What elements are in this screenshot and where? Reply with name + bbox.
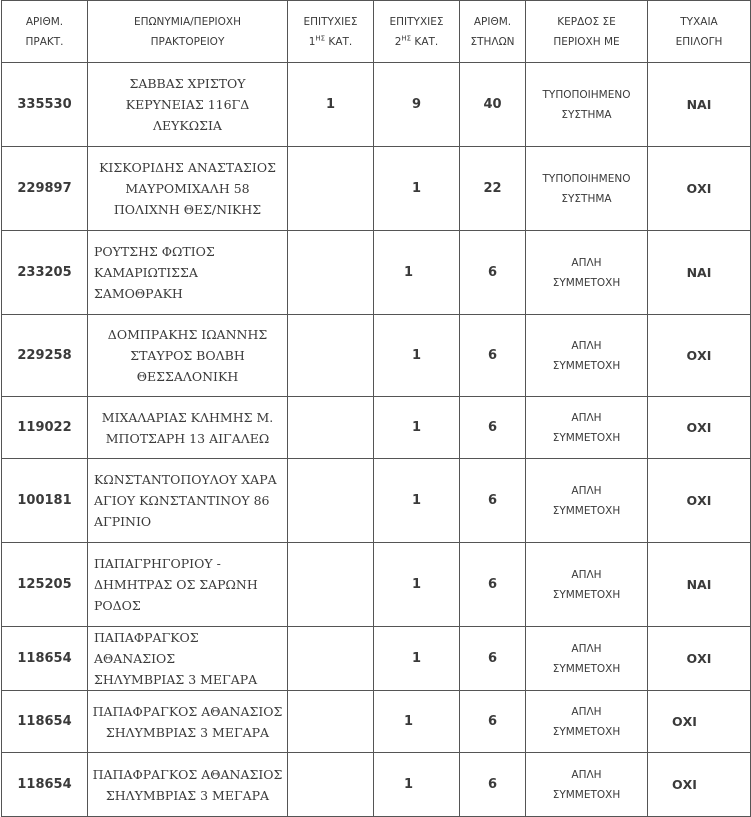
agency-number-cell: 118654 bbox=[2, 691, 88, 753]
agency-name-line: ΣΤΑΥΡΟΣ ΒΟΛΒΗ bbox=[130, 348, 245, 363]
gain-type-cell bbox=[526, 627, 648, 691]
gain-type-cell bbox=[526, 63, 648, 147]
wins-1st-cell bbox=[288, 231, 374, 315]
agency-name-line: ΠΑΠΑΦΡΑΓΚΟΣ ΑΘΑΝΑΣΙΟΣ bbox=[92, 766, 283, 782]
gain-type-line: ΑΠΛΗ bbox=[571, 642, 602, 655]
wins-2nd-cell: 1 bbox=[374, 315, 460, 397]
gain-type-line: ΣΥΜΜΕΤΟΧΗ bbox=[552, 504, 621, 517]
agency-number-cell: 118654 bbox=[2, 753, 88, 817]
columns-cell: 6 bbox=[460, 691, 526, 753]
header-row bbox=[2, 1, 751, 63]
gain-type-line: ΑΠΛΗ bbox=[571, 568, 602, 581]
agency-name-line: ΡΟΥΤΣΗΣ ΦΩΤΙΟΣ bbox=[94, 244, 215, 259]
gain-type-line: ΑΠΛΗ bbox=[571, 768, 602, 781]
wins-2nd-cell: 1 bbox=[374, 147, 460, 231]
wins-2nd-cell: 1 bbox=[374, 691, 460, 753]
wins-1st-cell bbox=[288, 691, 374, 753]
agency-name-cell bbox=[88, 397, 288, 459]
agency-number-cell: 229897 bbox=[2, 147, 88, 231]
random-pick-cell: ΟΧΙ bbox=[648, 315, 751, 397]
header-agency-name: ΕΠΩΝΥΜΙΑ/ΠΕΡΙΟΧΗ ΠΡΑΚΤΟΡΕΙΟΥ bbox=[88, 1, 288, 63]
agency-number-cell: 229258 bbox=[2, 315, 88, 397]
random-pick-cell: ΝΑΙ bbox=[648, 231, 751, 315]
table-row bbox=[2, 231, 751, 315]
agency-number-cell: 335530 bbox=[2, 63, 88, 147]
wins-1st-cell bbox=[288, 627, 374, 691]
table-row bbox=[2, 543, 751, 627]
gain-type-line: ΤΥΠΟΠΟΙΗΜΕΝΟ bbox=[542, 88, 631, 101]
header-gain-type: ΚΕΡΔΟΣ ΣΕ ΠΕΡΙΟΧΗ ΜΕ bbox=[526, 1, 648, 63]
gain-type-line: ΣΥΜΜΕΤΟΧΗ bbox=[552, 276, 621, 289]
header-random-pick: ΤΥΧΑΙΑ ΕΠΙΛΟΓΗ bbox=[648, 1, 751, 63]
agency-name-line: ΚΙΣΚΟΡΙΔΗΣ ΑΝΑΣΤΑΣΙΟΣ bbox=[99, 160, 276, 175]
agency-name-line: ΑΓΡΙΝΙΟ bbox=[94, 514, 152, 529]
wins-1st-cell: 1 bbox=[288, 63, 374, 147]
columns-cell: 22 bbox=[460, 147, 526, 231]
agency-name-line: ΜΠΟΤΣΑΡΗ 13 ΑΙΓΑΛΕΩ bbox=[105, 430, 270, 446]
table-body bbox=[2, 63, 751, 817]
gain-type-line: ΤΥΠΟΠΟΙΗΜΕΝΟ bbox=[542, 172, 631, 185]
wins-1st-cell bbox=[288, 315, 374, 397]
columns-cell: 6 bbox=[460, 627, 526, 691]
agency-number-cell: 100181 bbox=[2, 459, 88, 543]
agency-name-line: ΚΕΡΥΝΕΙΑΣ 116ΓΔ bbox=[125, 97, 250, 112]
agency-name-line: ΠΑΠΑΓΡΗΓΟΡΙΟΥ - bbox=[94, 556, 221, 571]
gain-type-line: ΣΥΣΤΗΜΑ bbox=[561, 108, 612, 121]
wins-2nd-cell: 1 bbox=[374, 459, 460, 543]
gain-type-line: ΣΥΜΜΕΤΟΧΗ bbox=[552, 431, 621, 444]
agency-name-line: ΚΩΝΣΤΑΝΤΟΠΟΥΛΟΥ ΧΑΡΑ bbox=[94, 472, 277, 487]
agency-name-line: ΡΟΔΟΣ bbox=[94, 598, 141, 613]
agency-name-cell bbox=[88, 147, 288, 231]
wins-2nd-cell: 1 bbox=[374, 753, 460, 817]
gain-type-line: ΣΥΜΜΕΤΟΧΗ bbox=[552, 725, 621, 738]
agency-name-line: ΔΗΜΗΤΡΑΣ ΟΣ ΣΑΡΩΝΗ bbox=[94, 577, 258, 592]
agency-name-line: ΠΟΛΙΧΝΗ ΘΕΣ/ΝΙΚΗΣ bbox=[113, 202, 262, 217]
table-row bbox=[2, 147, 751, 231]
wins-1st-cell bbox=[288, 543, 374, 627]
gain-type-line: ΑΠΛΗ bbox=[571, 705, 602, 718]
agency-name-cell bbox=[88, 691, 288, 753]
agency-name-cell bbox=[88, 63, 288, 147]
gain-type-line: ΑΠΛΗ bbox=[571, 411, 602, 424]
columns-cell: 6 bbox=[460, 459, 526, 543]
table-row bbox=[2, 397, 751, 459]
agency-number-cell: 125205 bbox=[2, 543, 88, 627]
gain-type-cell bbox=[526, 459, 648, 543]
agency-name-line: ΔΟΜΠΡΑΚΗΣ ΙΩΑΝΝΗΣ bbox=[107, 327, 268, 342]
agency-name-line: ΠΑΠΑΦΡΑΓΚΟΣ ΑΘΑΝΑΣΙΟΣ bbox=[92, 703, 283, 719]
table-row bbox=[2, 315, 751, 397]
gain-type-line: ΣΥΣΤΗΜΑ bbox=[561, 192, 612, 205]
agency-number-cell: 119022 bbox=[2, 397, 88, 459]
random-pick-cell: ΟΧΙ bbox=[648, 627, 751, 691]
wins-2nd-cell: 1 bbox=[374, 231, 460, 315]
table-row bbox=[2, 63, 751, 147]
gain-type-cell bbox=[526, 147, 648, 231]
gain-type-cell bbox=[526, 231, 648, 315]
random-pick-cell: ΟΧΙ bbox=[648, 691, 751, 753]
columns-cell: 6 bbox=[460, 543, 526, 627]
agency-number-cell: 118654 bbox=[2, 627, 88, 691]
agency-name-line: ΜΙΧΑΛΑΡΙΑΣ ΚΛΗΜΗΣ Μ. bbox=[101, 409, 274, 425]
wins-2nd-cell: 1 bbox=[374, 627, 460, 691]
random-pick-cell: ΝΑΙ bbox=[648, 543, 751, 627]
agency-name-line: ΣΑΜΟΘΡΑΚΗ bbox=[94, 286, 183, 301]
table-row bbox=[2, 691, 751, 753]
random-pick-cell: ΟΧΙ bbox=[648, 147, 751, 231]
table-row bbox=[2, 753, 751, 817]
columns-cell: 6 bbox=[460, 315, 526, 397]
agency-name-cell bbox=[88, 753, 288, 817]
gain-type-cell bbox=[526, 691, 648, 753]
random-pick-cell: ΟΧΙ bbox=[648, 397, 751, 459]
header-columns: ΑΡΙΘΜ. ΣΤΗΛΩΝ bbox=[460, 1, 526, 63]
agency-name-cell bbox=[88, 627, 288, 691]
agency-name-line: ΣΗΛΥΜΒΡΙΑΣ 3 ΜΕΓΑΡΑ bbox=[94, 672, 258, 687]
gain-type-cell bbox=[526, 543, 648, 627]
columns-cell: 40 bbox=[460, 63, 526, 147]
gain-type-line: ΑΠΛΗ bbox=[571, 484, 602, 497]
gain-type-line: ΣΥΜΜΕΤΟΧΗ bbox=[552, 359, 621, 372]
agency-name-line: ΚΑΜΑΡΙΩΤΙΣΣΑ bbox=[94, 265, 198, 280]
wins-2nd-cell: 9 bbox=[374, 63, 460, 147]
wins-1st-cell bbox=[288, 753, 374, 817]
gain-type-cell bbox=[526, 753, 648, 817]
columns-cell: 6 bbox=[460, 231, 526, 315]
gain-type-line: ΑΠΛΗ bbox=[571, 339, 602, 352]
columns-cell: 6 bbox=[460, 753, 526, 817]
wins-2nd-cell: 1 bbox=[374, 543, 460, 627]
wins-1st-cell bbox=[288, 459, 374, 543]
gain-type-line: ΣΥΜΜΕΤΟΧΗ bbox=[552, 588, 621, 601]
header-wins-1st: ΕΠΙΤΥΧΙΕΣ $1^{H\Sigma}$ ΚΑΤ. bbox=[288, 1, 374, 63]
header-wins-2nd: ΕΠΙΤΥΧΙΕΣ $2^{H\Sigma}$ ΚΑΤ. bbox=[374, 1, 460, 63]
wins-2nd-cell: 1 bbox=[374, 397, 460, 459]
agency-name-cell bbox=[88, 543, 288, 627]
agency-number-cell: 233205 bbox=[2, 231, 88, 315]
agency-name-line: ΣΗΛΥΜΒΡΙΑΣ 3 ΜΕΓΑΡΑ bbox=[105, 787, 270, 803]
agency-name-line: ΣΗΛΥΜΒΡΙΑΣ 3 ΜΕΓΑΡΑ bbox=[105, 724, 270, 740]
random-pick-cell: ΝΑΙ bbox=[648, 63, 751, 147]
table-row bbox=[2, 627, 751, 691]
agency-name-line: ΠΑΠΑΦΡΑΓΚΟΣ ΑΘΑΝΑΣΙΟΣ bbox=[94, 630, 199, 666]
agency-name-line: ΣΑΒΒΑΣ ΧΡΙΣΤΟΥ bbox=[129, 76, 246, 91]
agency-name-cell bbox=[88, 231, 288, 315]
gain-type-cell bbox=[526, 315, 648, 397]
gain-type-line: ΣΥΜΜΕΤΟΧΗ bbox=[552, 662, 621, 675]
agency-name-cell bbox=[88, 459, 288, 543]
wins-1st-cell bbox=[288, 147, 374, 231]
gain-type-line: ΑΠΛΗ bbox=[571, 256, 602, 269]
winners-table bbox=[1, 0, 751, 817]
agency-name-line: ΜΑΥΡΟΜΙΧΑΛΗ 58 bbox=[125, 181, 250, 196]
gain-type-line: ΣΥΜΜΕΤΟΧΗ bbox=[552, 788, 621, 801]
wins-1st-cell bbox=[288, 397, 374, 459]
agency-name-cell bbox=[88, 315, 288, 397]
table-row bbox=[2, 459, 751, 543]
columns-cell: 6 bbox=[460, 397, 526, 459]
agency-name-line: ΑΓΙΟΥ ΚΩΝΣΤΑΝΤΙΝΟΥ 86 bbox=[94, 493, 270, 508]
header-agency-number: ΑΡΙΘΜ. ΠΡΑΚΤ. bbox=[2, 1, 88, 63]
agency-name-line: ΛΕΥΚΩΣΙΑ bbox=[153, 118, 222, 133]
random-pick-cell: ΟΧΙ bbox=[648, 753, 751, 817]
random-pick-cell: ΟΧΙ bbox=[648, 459, 751, 543]
agency-name-line: ΘΕΣΣΑΛΟΝΙΚΗ bbox=[136, 369, 239, 384]
gain-type-cell bbox=[526, 397, 648, 459]
